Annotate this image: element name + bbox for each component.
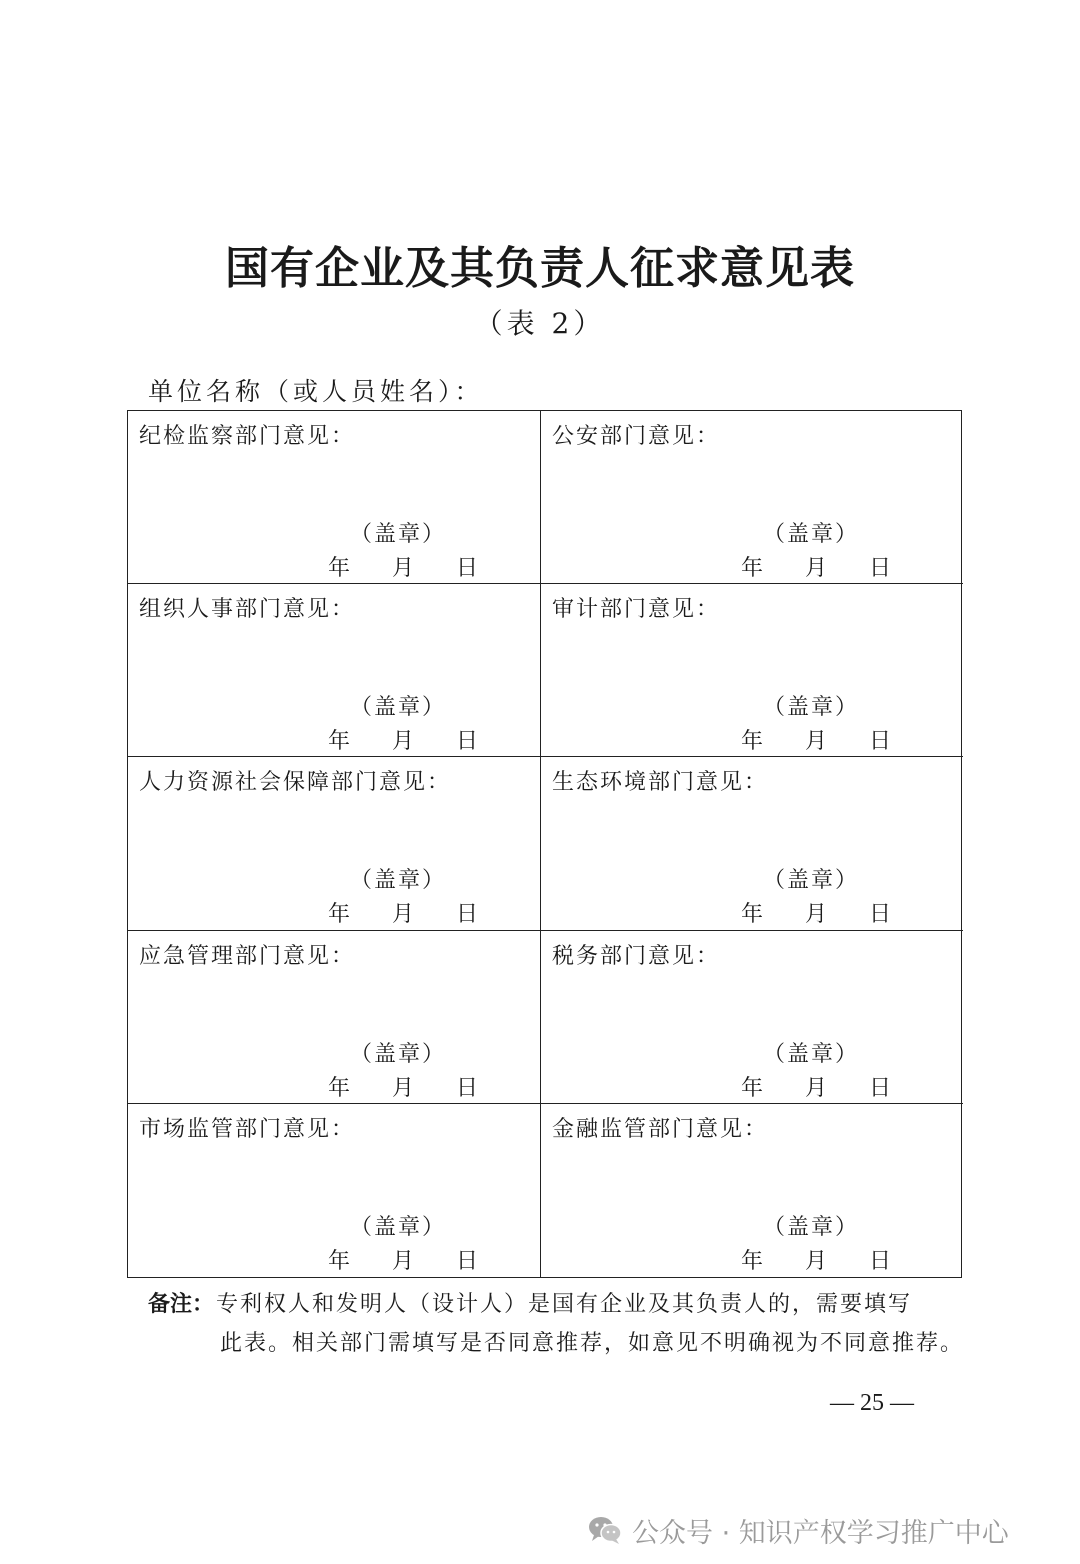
cell-label: 组织人事部门意见： [139, 597, 356, 623]
day-label: 日 [456, 556, 479, 581]
month-label: 月 [805, 1075, 828, 1101]
cell-label: 人力资源社会保障部门意见： [139, 770, 452, 796]
note-text-line-2: 此表。相关部门需填写是否同意推荐，如意见不明确视为不同意推荐。 [220, 1331, 965, 1356]
seal-label: （盖章） [350, 695, 447, 721]
day-label: 日 [869, 729, 892, 755]
opinion-cell-ecology [541, 757, 963, 930]
seal-label: （盖章） [350, 1214, 447, 1240]
document-subtitle: （表 2） [474, 307, 606, 340]
date-line [328, 724, 478, 755]
day-label: 日 [869, 902, 892, 928]
seal-label: （盖章） [763, 695, 860, 721]
date-line [328, 551, 478, 582]
seal-label: （盖章） [350, 1041, 447, 1067]
date-line [741, 897, 891, 928]
year-label: 年 [741, 902, 764, 928]
opinion-cell-public-security [541, 411, 963, 584]
note-heading: 备注： [148, 1292, 215, 1317]
date-line [741, 1071, 891, 1102]
opinion-cell-emergency [128, 931, 541, 1104]
year-label: 年 [741, 729, 764, 755]
date-line [741, 551, 891, 582]
month-label: 月 [392, 556, 415, 581]
note-text-line-1: 专利权人和发明人（设计人）是国有企业及其负责人的，需要填写 [216, 1292, 913, 1317]
year-label: 年 [328, 729, 351, 755]
cell-label: 市场监管部门意见： [139, 1116, 356, 1142]
day-label: 日 [456, 1075, 479, 1101]
date-line [328, 897, 478, 928]
cell-label: 纪检监察部门意见： [139, 424, 356, 449]
month-label: 月 [805, 729, 828, 755]
seal-label: （盖章） [350, 522, 447, 547]
month-label: 月 [392, 1075, 415, 1101]
cell-label: 应急管理部门意见： [139, 943, 356, 969]
opinion-cell-tax [541, 931, 963, 1104]
wechat-icon [588, 1515, 622, 1545]
year-label: 年 [328, 902, 351, 928]
opinion-cell-personnel [128, 584, 541, 757]
month-label: 月 [805, 556, 828, 581]
page-number: — 25 — [830, 1390, 914, 1416]
year-label: 年 [328, 556, 351, 581]
date-line [328, 1071, 478, 1102]
year-label: 年 [741, 1075, 764, 1101]
seal-label: （盖章） [763, 1041, 860, 1067]
date-line [741, 1244, 891, 1275]
opinion-table [127, 410, 962, 1278]
day-label: 日 [456, 902, 479, 928]
month-label: 月 [392, 1248, 415, 1274]
watermark-text: 公众号 · 知识产权学习推广中心 [632, 1517, 1009, 1549]
cell-label: 公安部门意见： [552, 424, 721, 449]
opinion-cell-market [128, 1104, 541, 1277]
cell-label: 金融监管部门意见： [552, 1116, 769, 1142]
opinion-cell-audit [541, 584, 963, 757]
day-label: 日 [869, 1075, 892, 1101]
date-line [741, 724, 891, 755]
seal-label: （盖章） [763, 522, 860, 547]
opinion-cell-human-resources [128, 757, 541, 930]
month-label: 月 [805, 1248, 828, 1274]
year-label: 年 [328, 1075, 351, 1101]
year-label: 年 [328, 1248, 351, 1274]
year-label: 年 [741, 1248, 764, 1274]
seal-label: （盖章） [350, 868, 447, 894]
opinion-cell-discipline [128, 411, 541, 584]
day-label: 日 [456, 1248, 479, 1274]
cell-label: 税务部门意见： [552, 943, 721, 969]
day-label: 日 [869, 1248, 892, 1274]
year-label: 年 [741, 556, 764, 581]
day-label: 日 [869, 556, 892, 581]
month-label: 月 [392, 902, 415, 928]
cell-label: 审计部门意见： [552, 597, 721, 623]
day-label: 日 [456, 729, 479, 755]
cell-label: 生态环境部门意见： [552, 770, 769, 796]
month-label: 月 [392, 729, 415, 755]
document-title: 国有企业及其负责人征求意见表 [225, 243, 855, 294]
month-label: 月 [805, 902, 828, 928]
date-line [328, 1244, 478, 1275]
wechat-watermark [588, 1510, 1009, 1550]
unit-name-label: 单位名称（或人员姓名）： [148, 377, 484, 406]
seal-label: （盖章） [763, 1214, 860, 1240]
opinion-cell-finance [541, 1104, 963, 1277]
seal-label: （盖章） [763, 868, 860, 894]
